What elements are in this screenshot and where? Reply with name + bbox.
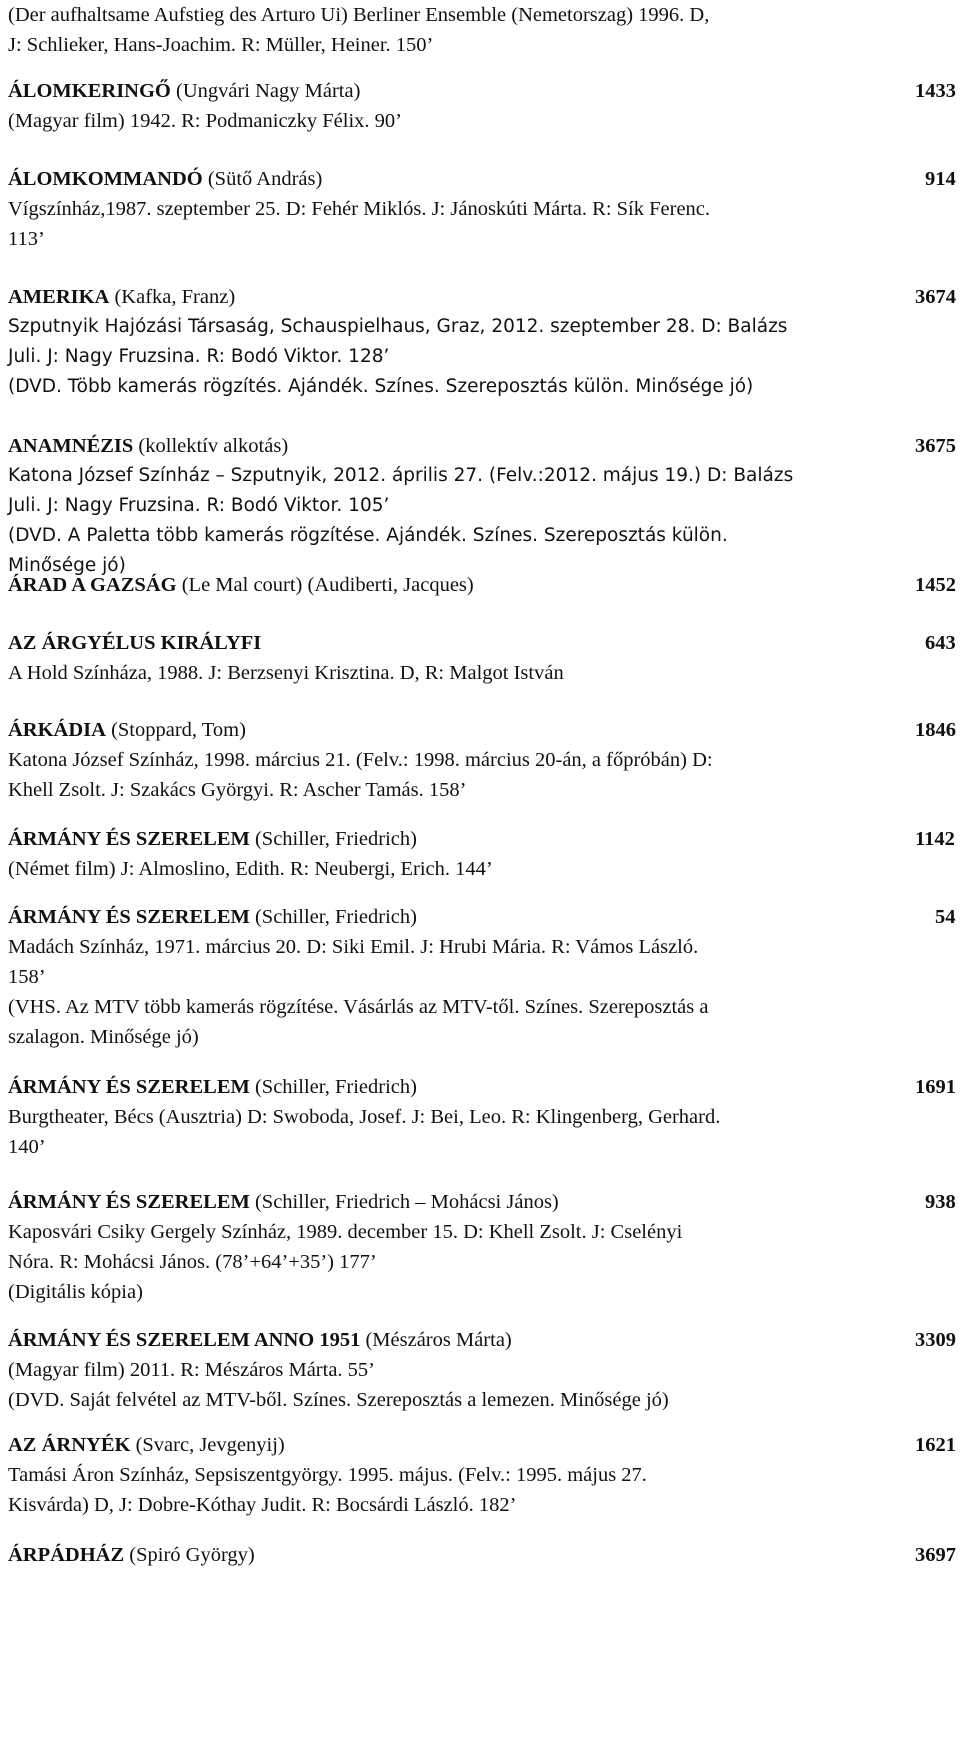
entry-detail-line: Burgtheater, Bécs (Ausztria) D: Swoboda, Josef. J: Bei, Leo. R: Klingenberg, Gerhard. (8, 1106, 721, 1128)
entry-detail-line: Katona József Színház – Szputnyik, 2012. április 27. (Felv.:2012. május 19.) D: Balázs (8, 465, 794, 486)
entry-detail-line: Tamási Áron Színház, Sepsiszentgyörgy. 1995. május. (Felv.: 1995. május 27. (8, 1464, 647, 1486)
entry-heading (8, 1187, 958, 1217)
entry-detail-line: (DVD. Saját felvétel az MTV-ből. Színes. Szereposztás a lemezen. Minősége jó) (8, 1389, 669, 1411)
entry-title: AZ ÁRNYÉK (8, 1434, 131, 1456)
entry-heading (8, 570, 958, 600)
entry-detail-line: Szputnyik Hajózási Társaság, Schauspielhaus, Graz, 2012. szeptember 28. D: Balázs (8, 316, 788, 337)
entry-author: (Schiller, Friedrich) (249, 1076, 417, 1098)
entry-author: (Kafka, Franz) (109, 286, 236, 308)
entry-catalog-number: 1621 (915, 1434, 956, 1456)
catalog-entry (8, 431, 958, 581)
entry-detail-line: (Digitális kópia) (8, 1281, 143, 1303)
entry-heading (8, 902, 958, 932)
entry-author: (Stoppard, Tom) (105, 719, 246, 741)
entry-heading (8, 282, 958, 312)
entry-title: ÁRAD A GAZSÁG (8, 574, 177, 596)
entry-title: ÁRMÁNY ÉS SZERELEM (8, 828, 250, 850)
catalog-entry (8, 76, 958, 136)
entry-catalog-number: 3309 (915, 1329, 956, 1351)
entry-heading (8, 1430, 958, 1460)
entry-detail-line: Juli. J: Nagy Fruzsina. R: Bodó Viktor. 128’ (8, 346, 390, 367)
entry-heading (8, 164, 958, 194)
entry-title: ÁRKÁDIA (8, 719, 106, 741)
entry-title: AMERIKA (8, 286, 110, 308)
entry-detail-line: (Német film) J: Almoslino, Edith. R: Neubergi, Erich. 144’ (8, 858, 493, 880)
catalog-entry (8, 1072, 958, 1162)
entry-detail-line: (DVD. Több kamerás rögzítés. Ajándék. Színes. Szereposztás külön. Minősége jó) (8, 376, 754, 397)
entry-detail-line: szalagon. Minősége jó) (8, 1026, 199, 1048)
entry-author: (Svarc, Jevgenyij) (130, 1434, 285, 1456)
entry-author: (Schiller, Friedrich) (249, 906, 417, 928)
entry-detail-line: (Magyar film) 1942. R: Podmaniczky Félix. 90’ (8, 110, 402, 132)
intro-line: (Der aufhaltsame Aufstieg des Arturo Ui) Berliner Ensemble (Nemetorszag) 1996. D, (8, 4, 710, 26)
catalog-entry (8, 282, 958, 402)
entry-heading (8, 1072, 958, 1102)
entry-author: (kollektív alkotás) (133, 435, 289, 457)
entry-catalog-number: 1452 (915, 574, 956, 596)
entry-catalog-number: 54 (935, 906, 956, 928)
entry-detail-line: Khell Zsolt. J: Szakács Györgyi. R: Ascher Tamás. 158’ (8, 779, 467, 801)
entry-title: ÁLOMKOMMANDÓ (8, 168, 203, 190)
entry-detail-line: Katona József Színház, 1998. március 21. (Felv.: 1998. március 20-án, a főpróbán) D: (8, 749, 713, 771)
entry-author: (Le Mal court) (Audiberti, Jacques) (176, 574, 474, 596)
entry-heading (8, 1325, 958, 1355)
catalog-entry (8, 628, 958, 688)
entry-title: ÁLOMKERINGŐ (8, 80, 171, 102)
entry-detail-line: (DVD. A Paletta több kamerás rögzítése. Ajándék. Színes. Szereposztás külön. (8, 525, 728, 546)
catalog-entry (8, 570, 958, 600)
entry-catalog-number: 1846 (915, 719, 956, 741)
catalog-entry (8, 1430, 958, 1520)
entry-catalog-number: 1142 (915, 828, 955, 850)
entry-author: (Ungvári Nagy Márta) (170, 80, 361, 102)
entry-catalog-number: 938 (925, 1191, 956, 1213)
entry-detail-line: Vígszínház,1987. szeptember 25. D: Fehér Miklós. J: Jánoskúti Márta. R: Sík Ferenc. (8, 198, 711, 220)
entry-title: ÁRMÁNY ÉS SZERELEM (8, 1076, 250, 1098)
entry-catalog-number: 3697 (915, 1544, 956, 1566)
catalog-entry (8, 715, 958, 805)
entry-title: ÁRMÁNY ÉS SZERELEM ANNO 1951 (8, 1329, 361, 1351)
entry-detail-line: 113’ (8, 228, 45, 250)
catalog-entry (8, 164, 958, 254)
entry-heading (8, 1540, 958, 1570)
entry-author: (Spiró György) (124, 1544, 255, 1566)
entry-detail-line: Juli. J: Nagy Fruzsina. R: Bodó Viktor. 105’ (8, 495, 390, 516)
entry-catalog-number: 1691 (915, 1076, 956, 1098)
entry-title: ÁRPÁDHÁZ (8, 1544, 125, 1566)
catalog-entry (8, 1325, 958, 1415)
entry-heading (8, 824, 958, 854)
catalog-entry (8, 824, 958, 884)
entry-title: ANAMNÉZIS (8, 435, 134, 457)
entry-detail-line: A Hold Színháza, 1988. J: Berzsenyi Krisztina. D, R: Malgot István (8, 662, 564, 684)
entry-heading (8, 431, 958, 461)
entry-catalog-number: 914 (925, 168, 956, 190)
catalog-entry (8, 902, 958, 1052)
entry-detail-line: (Magyar film) 2011. R: Mészáros Márta. 55’ (8, 1359, 376, 1381)
entry-detail-line: Kisvárda) D, J: Dobre-Kóthay Judit. R: Bocsárdi László. 182’ (8, 1494, 517, 1516)
entry-catalog-number: 3675 (915, 435, 956, 457)
catalog-entry (8, 1540, 958, 1570)
entry-title: ÁRMÁNY ÉS SZERELEM (8, 906, 250, 928)
entry-author: (Schiller, Friedrich) (249, 828, 417, 850)
entry-detail-line: Minősége jó) (8, 555, 126, 576)
intro-line: J: Schlieker, Hans-Joachim. R: Müller, Heiner. 150’ (8, 34, 434, 56)
entry-detail-line: Kaposvári Csiky Gergely Színház, 1989. december 15. D: Khell Zsolt. J: Cselényi (8, 1221, 683, 1243)
entry-catalog-number: 643 (925, 632, 956, 654)
entry-detail-line: (VHS. Az MTV több kamerás rögzítése. Vásárlás az MTV-től. Színes. Szereposztás a (8, 996, 709, 1018)
entry-detail-line: 140’ (8, 1136, 46, 1158)
entry-heading (8, 715, 958, 745)
entry-catalog-number: 3674 (915, 286, 956, 308)
entry-title: ÁRMÁNY ÉS SZERELEM (8, 1191, 250, 1213)
entry-catalog-number: 1433 (915, 80, 956, 102)
entry-author: (Sütő András) (202, 168, 323, 190)
entry-title: AZ ÁRGYÉLUS KIRÁLYFI (8, 632, 262, 654)
intro-continuation (8, 0, 958, 60)
entry-author: (Schiller, Friedrich – Mohácsi János) (249, 1191, 559, 1213)
entry-detail-line: 158’ (8, 966, 46, 988)
entry-heading (8, 76, 958, 106)
entry-heading (8, 628, 958, 658)
entry-author: (Mészáros Márta) (360, 1329, 512, 1351)
entry-detail-line: Nóra. R: Mohácsi János. (78’+64’+35’) 177’ (8, 1251, 377, 1273)
catalog-entry (8, 1187, 958, 1307)
entry-detail-line: Madách Színház, 1971. március 20. D: Siki Emil. J: Hrubi Mária. R: Vámos László. (8, 936, 699, 958)
